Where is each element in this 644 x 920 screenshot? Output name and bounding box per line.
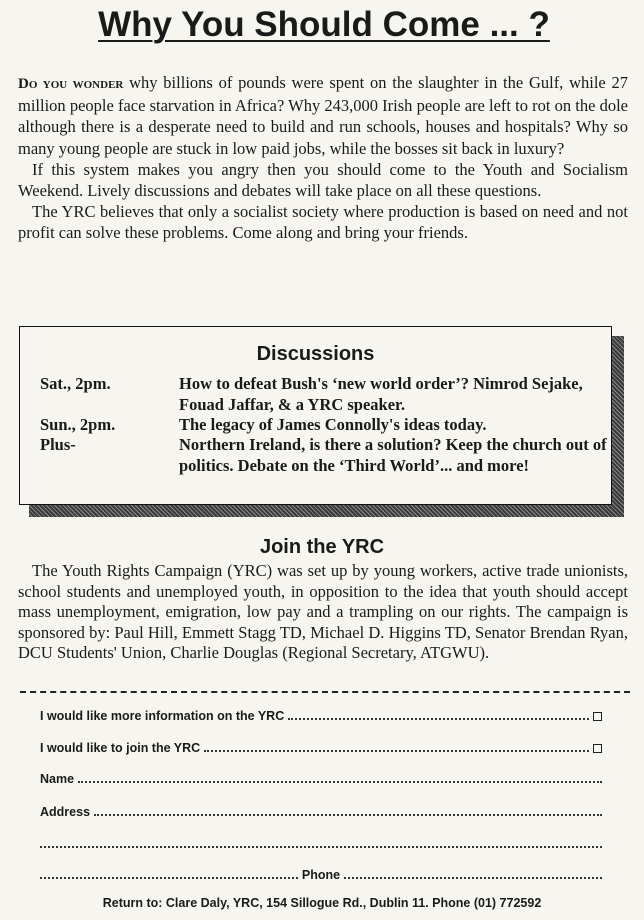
intro-paragraph-3: The YRC believes that only a socialist society where production is based on need and not profit can solve these problems. Come along and bring your friends. <box>18 202 628 243</box>
address-field-line-3[interactable] <box>40 877 298 879</box>
join-checkbox[interactable] <box>593 744 602 753</box>
name-row <box>40 768 602 786</box>
join-body: The Youth Rights Campaign (YRC) was set up by young workers, active trade unionists, school students and unemployed youth, in opposition to the idea that youth should accept mass unemployment, emigration, low pay and a trampling on our rights. The campaign is sponsored by: Paul Hill, Emmett Stagg TD, Michael D. Higgins TD, Senator Brendan Ryan, DCU Students' Union, Charlie Douglas (Regional Secretary, ATGWU). <box>18 561 628 663</box>
discussions-title: Discussions <box>256 343 375 365</box>
more-info-checkbox[interactable] <box>593 712 602 721</box>
address-row <box>40 801 602 819</box>
discussion-topic: Northern Ireland, is there a solution? Keep the church out of politics. Debate on the ‘Third World’... and more! <box>179 435 607 475</box>
discussion-time: Plus- <box>40 435 76 454</box>
dotted-line <box>204 750 589 752</box>
join-title: Join the YRC <box>259 536 385 558</box>
join-row <box>40 737 602 755</box>
page-title: Why You Should Come ... ? <box>98 5 550 44</box>
address-row-2 <box>40 833 602 851</box>
name-label: Name <box>40 772 75 786</box>
intro-text <box>18 72 628 244</box>
intro-lead: Do you wonder <box>18 76 124 92</box>
dotted-line <box>288 718 589 720</box>
discussion-topic: The legacy of James Connolly's ideas today. <box>179 415 487 434</box>
intro-paragraph-2: If this system makes you angry then you should come to the Youth and Socialism Weekend. Lively discussions and debates will take place on all these questions. <box>18 159 628 201</box>
discussion-topic: How to defeat Bush's ‘new world order’? Nimrod Sejake, Fouad Jaffar, & a YRC speaker. <box>179 374 583 414</box>
discussion-time: Sun., 2pm. <box>40 415 116 434</box>
discussion-time: Sat., 2pm. <box>40 374 111 393</box>
name-field[interactable] <box>78 781 602 783</box>
address-field[interactable] <box>94 814 602 816</box>
more-info-label: I would like more information on the YRC <box>40 709 285 723</box>
cut-line <box>20 691 630 693</box>
intro-paragraph-1 <box>18 72 628 159</box>
address-label: Address <box>40 805 91 819</box>
discussions-box <box>19 326 612 505</box>
more-info-row <box>40 705 602 723</box>
address-field-line-2[interactable] <box>40 846 602 848</box>
intro-p1-rest: why billions of pounds were spent on the slaughter in the Gulf, while 27 million people face starvation in Africa? Why 243,000 Irish people are left to rot on the dole although there is a desperate need to build and run schools, houses and hospitals? Why so many young people are stuck in low paid jobs, while the bosses sit back in luxury? <box>18 73 629 158</box>
join-label: I would like to join the YRC <box>40 741 201 755</box>
phone-row <box>40 864 602 882</box>
return-address: Return to: Clare Daly, YRC, 154 Sillogue Rd., Dublin 11. Phone (01) 772592 <box>102 896 542 910</box>
phone-field[interactable] <box>344 877 602 879</box>
phone-label: Phone <box>301 868 341 882</box>
